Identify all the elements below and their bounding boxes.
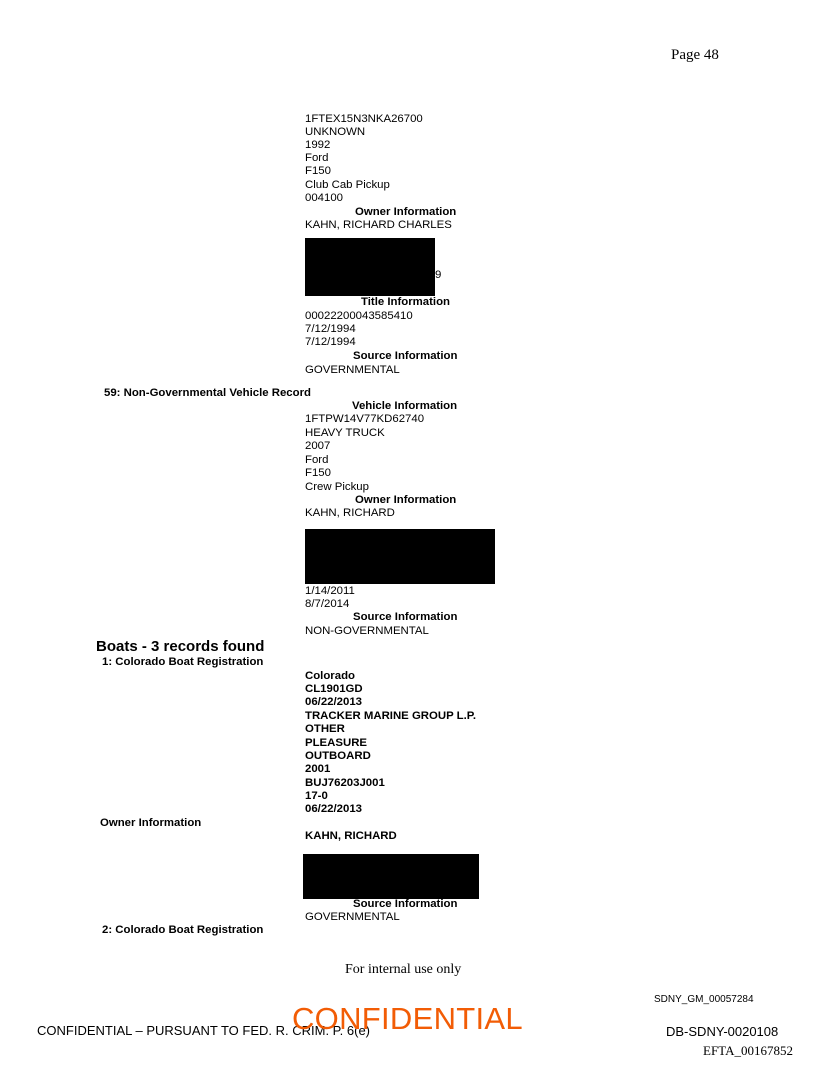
owner-info-heading: Owner Information [355,206,457,218]
source-info-heading: Source Information [353,350,458,362]
internal-use-note: For internal use only [345,962,462,977]
source-info-heading: Source Information [353,898,458,910]
boat-owner-heading: Owner Information [100,817,202,829]
address-fragment: 9 [435,269,442,281]
page-number: Page 48 [671,47,719,63]
redaction-box [305,238,435,296]
boats-heading: Boats - 3 records found [96,638,265,655]
vehicle-info-heading: Vehicle Information [352,400,458,412]
boat-record-1-heading: 1: Colorado Boat Registration [102,656,264,668]
redaction-box [305,529,495,584]
owner-info-heading: Owner Information [355,494,457,506]
bates-number-efta: EFTA_00167852 [703,1043,793,1058]
bates-number-sdny-gm: SDNY_GM_00057284 [654,994,754,1005]
redaction-box [303,854,479,899]
record-59-heading: 59: Non-Governmental Vehicle Record [104,387,311,399]
title-info-heading: Title Information [361,296,451,308]
confidential-notice: CONFIDENTIAL – PURSUANT TO FED. R. CRIM. P. 6(e) [37,1023,371,1038]
bates-number-db-sdny: DB-SDNY-0020108 [666,1024,779,1039]
confidential-stamp: CONFIDENTIAL [292,1001,523,1036]
source-info-heading: Source Information [353,611,458,623]
boat-record-2-heading: 2: Colorado Boat Registration [102,924,264,936]
